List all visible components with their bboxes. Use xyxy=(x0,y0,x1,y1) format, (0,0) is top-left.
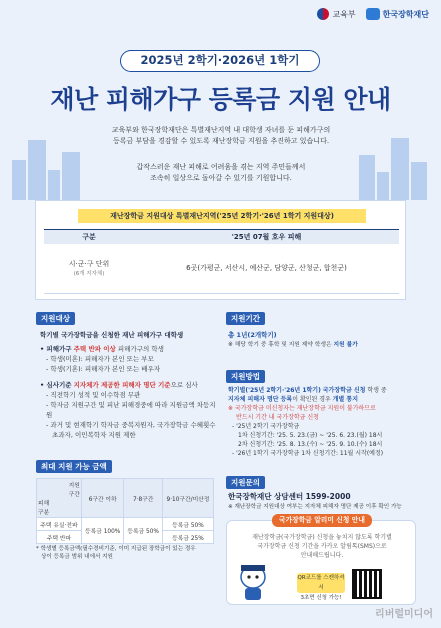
qr-code[interactable] xyxy=(352,569,382,599)
method-section: 학기별('25년 2학기·'26년 1학기) 국가장학금 신청 학생 중 지자체 피해자 명단 등록이 확인된 경우 개별 통지 ※ 국가장학금 미신청자는 재난장학금 지원이 불가하므로 반드시 기간 내 국가장학금 신청 - '25년 2학기 국가장학금 1차 신청기간: '25. 5. 23.(금) ~ '25. 6. 23.(월) 18시 2차 신청기간: '25. 8. 13.(수) ~ '25. 9. 10.(수) 18시 - '26년 1학기 국가장학금 1차 신청기간: 11월 시작(예정) xyxy=(228,387,387,457)
amount-corner: 지원 구간 피해 구분 xyxy=(37,479,82,518)
amount-note: * 학생별 등록금액(필수경비기준, 이미 지급된 장학금이 있는 경우 상이 등록금 범위 내에서 지원 xyxy=(36,546,196,560)
foundation-name: 한국장학재단 xyxy=(382,9,429,19)
region-box xyxy=(35,200,406,300)
period-tag: 지원기간 xyxy=(226,312,265,325)
ministry-logo xyxy=(317,8,355,20)
region-table xyxy=(44,229,399,294)
amount-cell-c2: 등록금 50% xyxy=(124,518,162,544)
amount-col-1: 6구간 이하 xyxy=(81,479,124,518)
amount-tag: 최대 지원 가능 금액 xyxy=(36,460,112,473)
region-col-category: 구분 xyxy=(44,230,134,244)
mascot-icon xyxy=(235,561,271,601)
promo-heading: 국가장학금 알리미 신청 안내 xyxy=(272,514,372,527)
amount-cell-r1-c3: 등록금 50% xyxy=(162,518,213,531)
amount-cell-c1: 등록금 100% xyxy=(81,518,124,544)
page-title: 재난 피해가구 등록금 지원 안내 xyxy=(50,85,391,114)
region-row-value: 6곳(가평군, 서산시, 예산군, 담양군, 산청군, 합천군) xyxy=(134,244,399,294)
intro-wish: 갑작스러운 재난 피해로 어려움을 겪는 지역 주민들께서 조속히 일상으로 돌아갈 수 있기를 기원합니다. xyxy=(136,163,306,182)
method-tag: 지원방법 xyxy=(226,370,265,383)
kosaf-icon xyxy=(366,8,380,20)
contact-tag: 지원문의 xyxy=(226,476,265,489)
target-tag: 지원대상 xyxy=(36,312,75,325)
contact-section: 한국장학재단 상담센터 1599-2000 ※ 재난장학금 지원대상 여부는 지자체 피해자 명단 제공 이후 확인 가능 xyxy=(228,492,402,510)
city-illustration-right xyxy=(359,130,429,200)
amount-row-2-label: 주택 반파 xyxy=(37,531,82,544)
amount-table xyxy=(36,478,214,544)
amount-cell-r2-c3: 등록금 25% xyxy=(162,531,213,544)
qr-hint: QR코드를 스캔하셔서 3초면 신청 가능! xyxy=(297,575,345,601)
promo-text: 재난장학금(국가장학금) 신청을 놓치지 않도록 학기별 국가장학금 신청 기간을 카카오 알림톡(SMS)으로 안내해드립니다. xyxy=(252,534,392,559)
region-heading: 재난장학금 지원대상 특별재난지역('25년 2학기·'26년 1학기 지원대상) xyxy=(78,209,366,223)
ministry-name: 교육부 xyxy=(332,9,356,19)
taegeuk-icon xyxy=(317,8,329,20)
amount-col-2: 7·8구간 xyxy=(124,479,162,518)
header-logos xyxy=(317,8,429,20)
foundation-logo xyxy=(366,8,429,20)
amount-col-3: 9·10구간/미산정 xyxy=(162,479,213,518)
amount-row-1-label: 주택 유실·전파 xyxy=(37,518,82,531)
semester-pill: 2025년 2학기·2026년 1학기 xyxy=(120,50,320,72)
period-section: 총 1년(2개학기) ※ 해당 학기 중 휴학 및 지원 제약 학생은 지원 불가 xyxy=(228,331,358,348)
city-illustration-left xyxy=(12,130,82,200)
watermark: 리버럴미디어 xyxy=(375,609,433,620)
target-section: 학기별 국가장학금을 신청한 재난 피해가구 대학생 • 피해가구 주택 반파 이상 피해가구의 학생 - 학생(미혼): 피해자가 본인 또는 부모 - 학생(기혼): 피해자가 본인 또는 배우자 • 심사기준 지자체가 제공한 피해자 명단 기준으로 심사 - 직전학기 성적 및 이수학점 무관 - 학자금 지원구간 및 피난 피해경중에 따라 지원금액 차등지원 - 과거 및 현재학기 학자금 중복지원자, 국가장학금 수혜횟수 초과자, 이민복학자 지원 제한 xyxy=(40,331,216,439)
intro-text: 교육부와 한국장학재단은 특별재난지역 내 대학생 자녀를 둔 피해가구의 등록금 부담을 경감할 수 있도록 재난장학금 지원을 추진하고 있습니다. xyxy=(111,126,331,145)
region-row-label: 시·군·구 단위 (6개 지자체) xyxy=(44,244,134,294)
region-col-disaster: '25년 07월 호우 피해 xyxy=(134,230,399,244)
notifier-promo xyxy=(226,516,416,605)
